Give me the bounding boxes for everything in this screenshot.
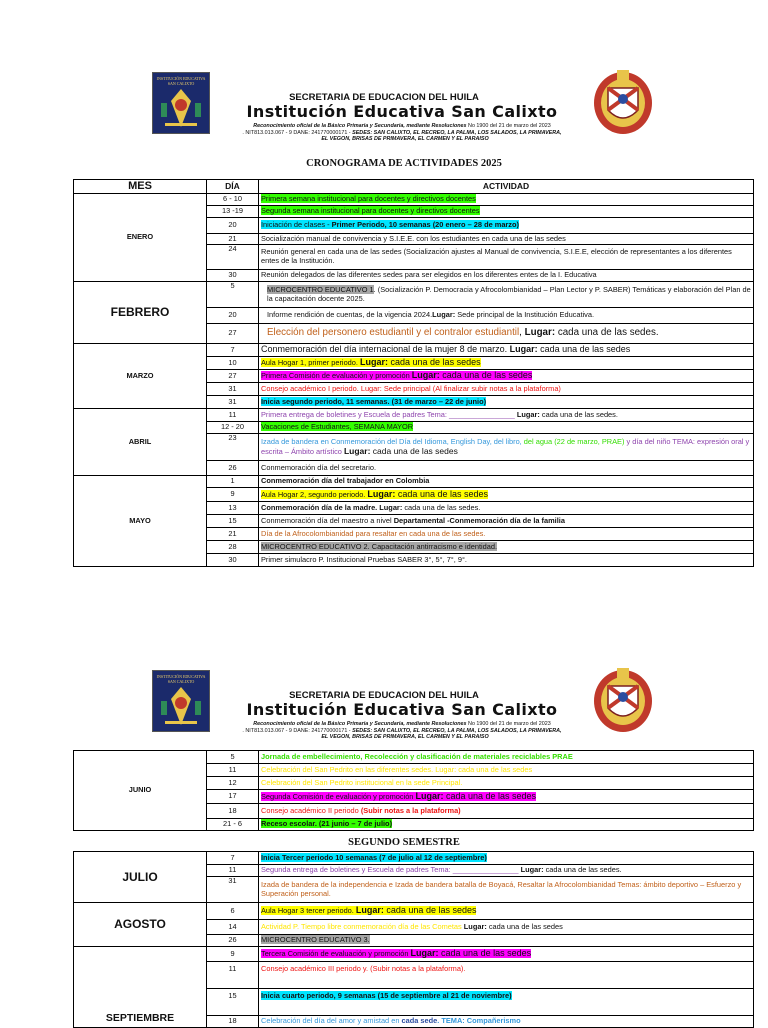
lugar-label: Lugar: — [520, 865, 544, 875]
reconocimiento-line — [0, 123, 768, 129]
day-cell: 31 — [207, 877, 259, 903]
activity-cell — [259, 282, 754, 308]
table-row — [74, 344, 754, 357]
activity-text: cada una de las sedes. — [539, 409, 618, 419]
activity-cell: Celebración del San Pedrito institucional en la sede Principal. — [259, 777, 754, 790]
activity-text: (Subir notas a la plataforma) — [360, 805, 461, 815]
day-cell: 26 — [207, 461, 259, 476]
day-cell: 26 — [207, 935, 259, 947]
day-cell: 18 — [207, 804, 259, 819]
header-dia: DÍA — [207, 180, 259, 194]
activity-text: Informe rendición de cuentas, de la vigencia 2024. — [267, 310, 433, 320]
day-cell: 9 — [207, 488, 259, 502]
activity-cell — [259, 1016, 754, 1028]
lugar-label: Lugar: — [432, 310, 456, 320]
day-cell: 7 — [207, 344, 259, 357]
day-cell: 11 — [207, 865, 259, 877]
month-septiembre: SEPTIEMBRE — [74, 947, 207, 1028]
activity-cell: Consejo académico I periodo. Lugar: Sede principal (Al finalizar subir notas a la plataforma) — [259, 383, 754, 396]
activity-text: Consejo académico II periodo — [261, 805, 361, 815]
activity-text: MICROCENTRO EDUCATIVO 3. — [261, 935, 370, 945]
reconocimiento-text: Reconocimiento oficial de la Básico Primaria y Secundaria, mediante Resoluciones — [253, 123, 467, 129]
day-cell: 24 — [207, 245, 259, 270]
activity-text: Conmemoración día del maestro a nivel — [261, 515, 394, 525]
month-mayo: MAYO — [74, 476, 207, 567]
activity-cell — [259, 488, 754, 502]
activity-text: cada una de las sedes — [370, 445, 458, 456]
activity-text-part: Segunda Comisión de evaluación y promoción — [261, 791, 416, 801]
activity-text-part: Primera Comisión de evaluación y promoción — [261, 371, 412, 381]
logo-text: INSTITUCIÓN EDUCATIVA SAN CALIXTO — [156, 674, 206, 684]
sedes-text: SEDES: SAN CALIXTO, EL RECREO, LA PALMA, LOS SALADOS, LA PRIMAVERA, — [352, 129, 562, 136]
day-cell: 7 — [207, 852, 259, 865]
lugar-label: Lugar: — [415, 790, 444, 801]
activity-text: cada una de las sedes. — [543, 865, 622, 875]
activity-cell — [259, 324, 754, 344]
table-row — [74, 282, 754, 308]
activity-cell: Día de la Afrocolombianidad para resaltar en cada una de las sedes. — [259, 528, 754, 541]
day-cell: 1 — [207, 476, 259, 488]
sedes-line-2: EL VEGON, BRISAS DE PRIMAVERA, EL CARMEN Y EL PARAISO — [321, 135, 489, 142]
activity-text: Izada de bandera en Conmemoración del Día del Idioma, English Day, del libro, — [261, 436, 524, 446]
activity-cell: Consejo académico III periodo y. (Subir notas a la plataforma). — [259, 962, 754, 989]
table-row — [74, 194, 754, 206]
activity-cell — [259, 409, 754, 422]
lugar-label: Lugar: — [355, 905, 384, 916]
activity-text — [261, 220, 519, 229]
activity-cell — [259, 357, 754, 370]
day-cell: 14 — [207, 920, 259, 935]
day-cell: 21 - 6 — [207, 819, 259, 831]
day-cell: 6 - 10 — [207, 194, 259, 206]
nit-text: . NIT813.013.067 - 9 DANE: 241770000171 - — [242, 727, 351, 734]
cronograma-title: CRONOGRAMA DE ACTIVIDADES 2025 — [306, 158, 502, 169]
activity-text: . TEMA: Compañerismo — [437, 1016, 521, 1026]
header-page-1 — [0, 72, 768, 162]
sedes-line-2: EL VEGON, BRISAS DE PRIMAVERA, EL CARMEN Y EL PARAISO — [321, 733, 489, 740]
activity-cell — [259, 819, 754, 831]
month-marzo: MARZO — [74, 344, 207, 409]
header-mes: MES — [74, 180, 207, 194]
resoluciones-text: No 1900 del 21 de marzo del 2023 — [468, 123, 551, 129]
activity-cell — [259, 194, 754, 206]
nit-text: . NIT813.013.067 - 9 DANE: 241770000171 - — [242, 129, 351, 136]
activity-cell — [259, 804, 754, 819]
activity-text-part: cada una de las sedes — [395, 488, 488, 499]
activity-text — [261, 906, 476, 915]
activity-text: cada una de las sedes — [486, 921, 563, 931]
table-row — [74, 852, 754, 865]
activity-text: . (Socialización P. Democracia y Afrocolombianidad – Plan Lector y P. SABER) Temáticas y elaboración del Plan de la capacitación docente 2025. — [267, 284, 751, 303]
activity-text: , — [519, 327, 525, 339]
activity-cell — [259, 541, 754, 554]
day-cell: 9 — [207, 947, 259, 962]
activity-text-part: Aula Hogar 3 tercer periodo. — [261, 906, 356, 916]
activity-text: Vacaciones de Estudiantes, SEMANA MAYOR — [261, 422, 414, 432]
sedes-text: SEDES: SAN CALIXTO, EL RECREO, LA PALMA, LOS SALADOS, LA PRIMAVERA, — [352, 727, 562, 734]
activity-text: Receso escolar. (21 junio – 7 de julio) — [261, 819, 393, 829]
activity-cell — [259, 206, 754, 218]
activity-text — [261, 371, 532, 380]
lugar-label: Lugar: — [524, 327, 556, 339]
activity-text-part: Aula Hogar 2, segundo periodo. — [261, 489, 368, 499]
activity-cell — [259, 865, 754, 877]
table-row — [74, 409, 754, 422]
secretaria-heading: SECRETARIA DE EDUCACION DEL HUILA — [289, 92, 479, 103]
day-cell: 21 — [207, 528, 259, 541]
day-cell: 10 — [207, 357, 259, 370]
lugar-label: Lugar: — [367, 488, 396, 499]
institution-name: Institución Educativa San Calixto — [246, 102, 558, 121]
logo-text: INSTITUCIÓN EDUCATIVA SAN CALIXTO — [156, 76, 206, 86]
activity-text: Conmemoración del día internacional de la mujer 8 de marzo. — [261, 344, 510, 355]
activity-text-part: Aula Hogar 1, primer periodo. — [261, 358, 361, 368]
activity-text-part: cada una de las sedes — [443, 790, 537, 801]
lugar-label: Lugar: — [411, 370, 440, 381]
day-cell: 20 — [207, 218, 259, 234]
reconocimiento-line — [0, 721, 768, 727]
month-febrero: FEBRERO — [74, 282, 207, 344]
day-cell: 13 — [207, 502, 259, 515]
lugar-label: Lugar: — [410, 948, 439, 959]
day-cell: 20 — [207, 308, 259, 324]
activity-cell — [259, 502, 754, 515]
day-cell: 31 — [207, 396, 259, 409]
day-cell: 27 — [207, 370, 259, 383]
day-cell: 15 — [207, 989, 259, 1016]
activity-text-part: cada una de las sedes — [439, 370, 533, 381]
day-cell: 21 — [207, 234, 259, 245]
activity-text: Segunda entrega de boletines y Escuela de padres Tema: ________________ — [261, 865, 521, 875]
resoluciones-text: No 1900 del 21 de marzo del 2023 — [468, 721, 551, 727]
day-cell: 12 — [207, 777, 259, 790]
activity-cell — [259, 434, 754, 461]
activity-text — [261, 792, 536, 801]
activity-cell — [259, 422, 754, 434]
activity-text: cada una de las sedes — [537, 344, 631, 355]
activity-cell: Primer simulacro P. Institucional Pruebas SABER 3°, 5°, 7°, 9°. — [259, 554, 754, 567]
day-cell: 5 — [207, 751, 259, 764]
activity-cell — [259, 790, 754, 804]
day-cell: 6 — [207, 903, 259, 920]
activity-cell — [259, 852, 754, 865]
segundo-semestre-heading: SEGUNDO SEMESTRE — [348, 837, 460, 848]
day-cell: 31 — [207, 383, 259, 396]
day-cell: 30 — [207, 554, 259, 567]
activity-text: Primera entrega de boletines y Escuela de padres Tema: ________________ — [261, 409, 517, 419]
table-header-row — [74, 180, 754, 194]
month-julio: JULIO — [74, 852, 207, 903]
day-cell: 23 — [207, 434, 259, 461]
activity-cell: Jornada de embellecimiento, Recolección y clasificación de materiales reciclables PRAE — [259, 751, 754, 764]
month-junio: JUNIO — [74, 751, 207, 831]
month-enero: ENERO — [74, 194, 207, 282]
day-cell: 30 — [207, 270, 259, 282]
day-cell: 5 — [207, 282, 259, 308]
day-cell: 11 — [207, 962, 259, 989]
activity-cell: Socialización manual de convivencia y S.I.E.E. con los estudiantes en cada una de las sedes — [259, 234, 754, 245]
activity-text: Segunda semana institucional para docentes y directivos docentes — [261, 206, 480, 216]
day-cell: 18 — [207, 1016, 259, 1028]
activity-text: cada sede — [401, 1016, 438, 1026]
lugar-label: Lugar: — [516, 409, 540, 419]
activity-text: Departamental -Conmemoración día de la familia — [393, 515, 565, 525]
day-cell: 11 — [207, 409, 259, 422]
activity-text-part: cada una de las sedes — [438, 948, 532, 959]
activity-cell — [259, 308, 754, 324]
table-row — [74, 751, 754, 764]
activity-cell — [259, 989, 754, 1016]
lugar-label: Lugar: — [463, 921, 487, 931]
activity-text-part: Iniciación de clases - — [261, 220, 332, 230]
month-abril: ABRIL — [74, 409, 207, 476]
day-cell: 15 — [207, 515, 259, 528]
day-cell: 27 — [207, 324, 259, 344]
activity-text — [261, 949, 531, 958]
activity-text: cada una de las sedes. — [555, 327, 659, 339]
month-agosto: AGOSTO — [74, 903, 207, 947]
activity-text — [261, 358, 481, 367]
institution-name: Institución Educativa San Calixto — [246, 700, 558, 719]
activities-table-second-semester — [73, 851, 754, 1028]
activity-text: Celebración del día del amor y amistad en — [261, 1016, 402, 1026]
activity-cell: Izada de bandera de la independencia e Izada de bandera batalla de Boyacá, Resaltar la Afrocolombianidad Temas: ámbito deportivo – Esfuerzo y Superación personal. — [259, 877, 754, 903]
activities-table-first-semester — [73, 179, 754, 567]
activity-cell: Celebración del San Pedrito en las diferentes sedes. Lugar: cada una de las sedes — [259, 764, 754, 777]
activity-cell — [259, 370, 754, 383]
activity-cell — [259, 903, 754, 920]
lugar-label: Lugar: — [343, 445, 371, 456]
activity-text: Primera semana institucional para docentes y directivos docentes — [261, 194, 476, 204]
table-row — [74, 947, 754, 962]
activity-text: y día del niño TEMA: expresión oral y escrita – Ámbito artístico — [261, 436, 750, 456]
table-row — [74, 903, 754, 920]
activity-text: Inicia cuarto periodo, 9 semanas (15 de septiembre al 21 de noviembre) — [261, 991, 512, 1000]
activity-text-part: Tercera Comisión de evaluación y promoción — [261, 949, 411, 959]
activity-text: Inicia Tercer periodo 10 semanas (7 de julio al 12 de septiembre) — [261, 852, 487, 862]
activity-cell: Reunión delegados de las diferentes sedes para ser elegidos en los diferentes entes de la I. Educativa — [259, 270, 754, 282]
day-cell: 28 — [207, 541, 259, 554]
activity-cell: Conmemoración día del trabajador en Colombia — [259, 476, 754, 488]
activity-text: cada una de las sedes. — [402, 502, 481, 512]
table-row — [74, 476, 754, 488]
day-cell: 17 — [207, 790, 259, 804]
lugar-label: Lugar: — [360, 357, 389, 368]
activity-cell — [259, 344, 754, 357]
activities-table-junio — [73, 750, 754, 831]
header-page-2 — [0, 670, 768, 760]
activity-cell — [259, 218, 754, 234]
activity-text: del agua (22 de marzo, PRAE) — [523, 436, 625, 446]
activity-text: Actividad P. Tiempo libre conmemoración día de las Cometas — [261, 921, 464, 931]
day-cell: 11 — [207, 764, 259, 777]
activity-text — [261, 490, 488, 499]
day-cell: 12 - 20 — [207, 422, 259, 434]
activity-text: Conmemoración día de la madre. Lugar: — [261, 502, 403, 512]
activity-text-highlight: MICROCENTRO EDUCATIVO 1 — [267, 284, 374, 294]
activity-cell — [259, 396, 754, 409]
activity-text-part: cada una de las sedes — [383, 905, 477, 916]
day-cell: 13 -19 — [207, 206, 259, 218]
activity-cell — [259, 515, 754, 528]
activity-text: Inicia segundo periodo, 11 semanas. (31 de marzo – 22 de junio) — [261, 396, 487, 406]
header-actividad: ACTIVIDAD — [259, 180, 754, 194]
activity-text: MICROCENTRO EDUCATIVO 2. Capacitación antirracismo e identidad. — [261, 541, 498, 551]
lugar-label: Lugar: — [509, 344, 538, 355]
activity-text: Sede principal de la Institución Educativa. — [455, 310, 595, 320]
activity-cell: Conmemoración día del secretario. — [259, 461, 754, 476]
activity-cell — [259, 920, 754, 935]
activity-text-bold: Primer Periodo, 10 semanas (20 enero – 28 de marzo) — [331, 220, 519, 230]
reconocimiento-text: Reconocimiento oficial de la Básico Primaria y Secundaria, mediante Resoluciones — [253, 721, 467, 727]
activity-text-part: cada una de las sedes — [388, 357, 481, 368]
activity-cell: Reunión general en cada una de las sedes (Socialización ajustes al Manual de convivencia, S.I.E.E, elección de representantes a los diferentes entes de la Institución. — [259, 245, 754, 270]
activity-text: Elección del personero estudiantil y el contralor estudiantil — [267, 327, 520, 339]
activity-cell — [259, 947, 754, 962]
activity-cell — [259, 935, 754, 947]
secretaria-heading: SECRETARIA DE EDUCACION DEL HUILA — [289, 690, 479, 701]
